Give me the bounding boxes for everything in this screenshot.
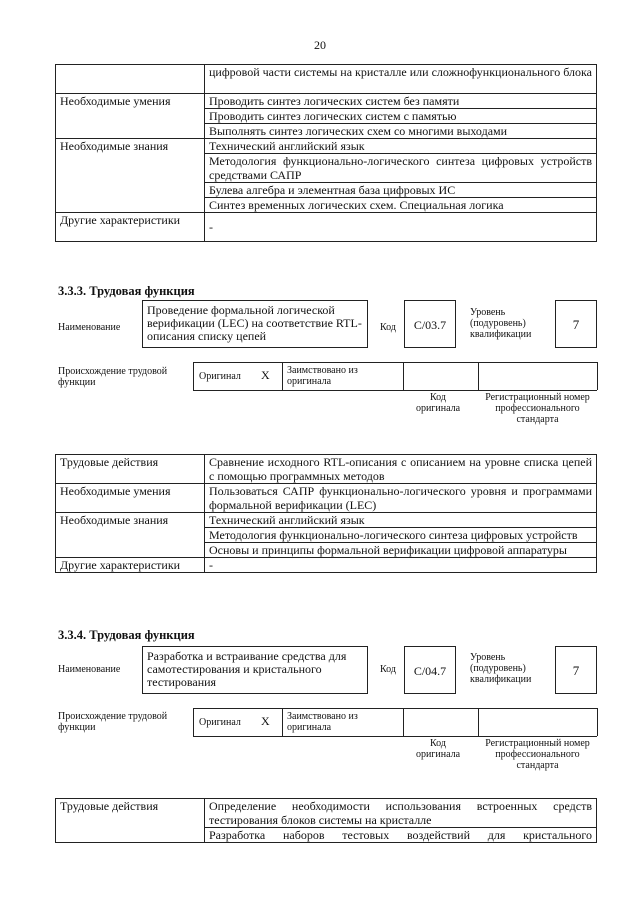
row-value: -: [205, 558, 597, 573]
table-row: [56, 455, 597, 484]
function-333-table: [55, 454, 597, 573]
level-label: Уровень (подуровень) квалификации: [470, 652, 532, 685]
row-label: Необходимые умения: [56, 94, 205, 139]
original-label: Оригинал: [199, 717, 241, 728]
row-value: Методология функционально-логического синтеза цифровых устройств средствами САПР: [205, 154, 597, 183]
top-requirements-table: [55, 64, 597, 242]
row-value: Определение необходимости использования встроенных средств тестирования блоков системы на кристалле: [205, 799, 597, 828]
row-value: Основы и принципы формальной верификации цифровой аппаратуры: [205, 543, 597, 558]
table-row: [56, 213, 597, 242]
row-label: Другие характеристики: [56, 213, 205, 242]
borrowed-label: Заимствовано из оригинала: [287, 711, 358, 733]
row-label: Необходимые знания: [56, 139, 205, 213]
code-label: Код: [380, 664, 396, 675]
original-checkmark: X: [261, 714, 270, 728]
row-value: Проводить синтез логических систем без памяти: [205, 94, 597, 109]
table-row: [56, 558, 597, 573]
table-row: [56, 65, 597, 94]
function-name-box: Проведение формальной логической верификации (LEC) на соответствие RTL-описания списку цепей: [142, 300, 368, 348]
function-334-table: [55, 798, 597, 843]
row-label: [56, 65, 205, 94]
code-box: С/04.7: [404, 646, 456, 694]
reg-number-label: Регистрационный номер профессионального стандарта: [485, 392, 590, 425]
row-value: -: [205, 213, 597, 242]
borrowed-label: Заимствовано из оригинала: [287, 365, 358, 387]
table-row: [56, 484, 597, 513]
code-label: Код: [380, 322, 396, 333]
row-value: Сравнение исходного RTL-описания с описанием на уровне списка цепей с помощью программных методов: [205, 455, 597, 484]
page-number: 20: [314, 38, 326, 52]
name-label: Наименование: [58, 664, 121, 675]
row-label: Трудовые действия: [56, 455, 205, 484]
row-label: Необходимые умения: [56, 484, 205, 513]
table-row: [56, 513, 597, 528]
row-value: Булева алгебра и элементная база цифровых ИС: [205, 183, 597, 198]
row-value: Синтез временных логических схем. Специальная логика: [205, 198, 597, 213]
origin-box: [193, 708, 597, 736]
origin-box: [193, 362, 597, 390]
code-box: С/03.7: [404, 300, 456, 348]
table-row: [56, 799, 597, 828]
row-label: Необходимые знания: [56, 513, 205, 558]
level-box: 7: [555, 646, 597, 694]
level-box: 7: [555, 300, 597, 348]
row-value: Выполнять синтез логических схем со многими выходами: [205, 124, 597, 139]
row-value: Пользоваться САПР функционально-логического уровня и программами формальной верификации (LEC): [205, 484, 597, 513]
section-heading: 3.3.4. Трудовая функция: [58, 628, 195, 642]
section-heading: 3.3.3. Трудовая функция: [58, 284, 195, 298]
function-name-box: Разработка и встраивание средства для самотестирования и кристального тестирования: [142, 646, 368, 694]
origin-label: Происхождение трудовой функции: [58, 711, 168, 733]
row-value: Методология функционально-логического синтеза цифровых устройств: [205, 528, 597, 543]
row-value: Технический английский язык: [205, 513, 597, 528]
reg-number-label: Регистрационный номер профессионального стандарта: [485, 738, 590, 771]
level-label: Уровень (подуровень) квалификации: [470, 307, 532, 340]
origin-label: Происхождение трудовой функции: [58, 366, 168, 388]
table-row: [56, 94, 597, 109]
row-value: Технический английский язык: [205, 139, 597, 154]
original-label: Оригинал: [199, 371, 241, 382]
original-code-label: Код оригинала: [415, 392, 461, 414]
original-code-label: Код оригинала: [415, 738, 461, 760]
row-value: Разработка наборов тестовых воздействий для кристального: [205, 828, 597, 843]
row-label: Другие характеристики: [56, 558, 205, 573]
table-row: [56, 139, 597, 154]
name-label: Наименование: [58, 322, 121, 333]
row-value: цифровой части системы на кристалле или сложнофункционального блока: [205, 65, 597, 94]
row-value: Проводить синтез логических систем с памятью: [205, 109, 597, 124]
row-label: Трудовые действия: [56, 799, 205, 843]
original-checkmark: X: [261, 368, 270, 382]
